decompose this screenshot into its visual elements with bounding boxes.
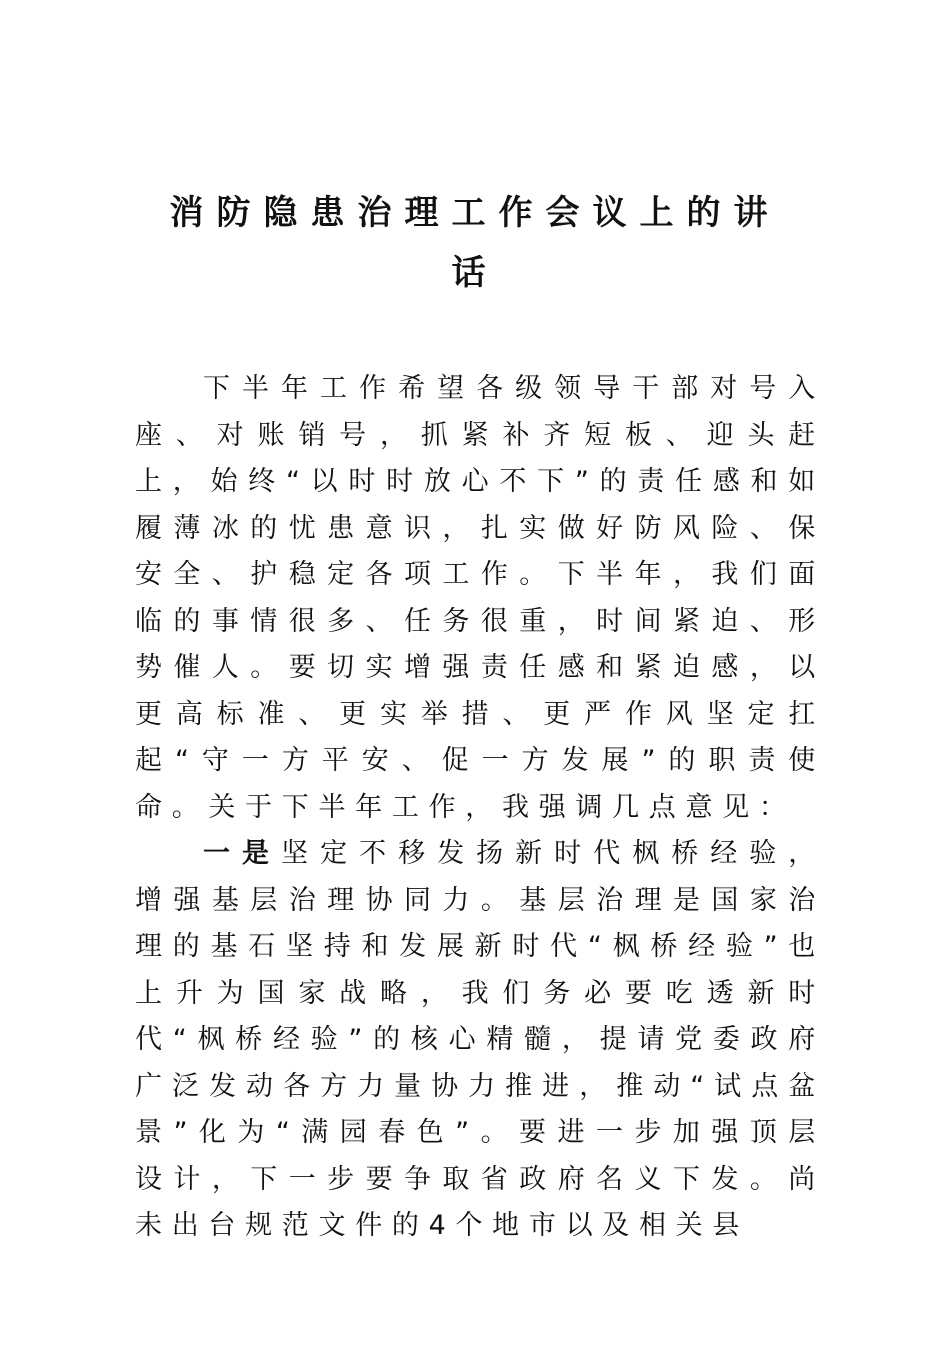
paragraph-2 (135, 831, 825, 1250)
paragraph-2-lead: 一是 (203, 838, 282, 869)
paragraph-1-text: 下半年工作希望各级领导干部对号入座、对账销号，抓紧补齐短板、迎头赶上，始终“以时时放心不下”的责任感和如履薄冰的忧患意识，扎实做好防风险、保安全、护稳定各项工作。下半年，我们面临的事情很多、任务很重，时间紧迫、形势催人。要切实增强责任感和紧迫感，以更高标准、更实举措、更严作风坚定扛起“守一方平安、促一方发展”的职责使命。关于下半年工作，我强调几点意见： (135, 373, 825, 823)
title-line-1: 消防隐患治理工作会议上的讲 (169, 193, 781, 233)
document-body (135, 366, 825, 1250)
paragraph-1 (135, 366, 825, 831)
document-title (135, 183, 815, 303)
paragraph-2-text: 坚定不移发扬新时代枫桥经验，增强基层治理协同力。基层治理是国家治理的基石坚持和发展新时代“枫桥经验”也上升为国家战略，我们务必要吃透新时代“枫桥经验”的核心精髓，提请党委政府广泛发动各方力量协力推进，推动“试点盆景”化为“满园春色”。要进一步加强顶层设计，下一步要争取省政府名义下发。尚未出台规范文件的4个地市以及相关县 (135, 838, 825, 1241)
title-line-2: 话 (451, 253, 499, 293)
